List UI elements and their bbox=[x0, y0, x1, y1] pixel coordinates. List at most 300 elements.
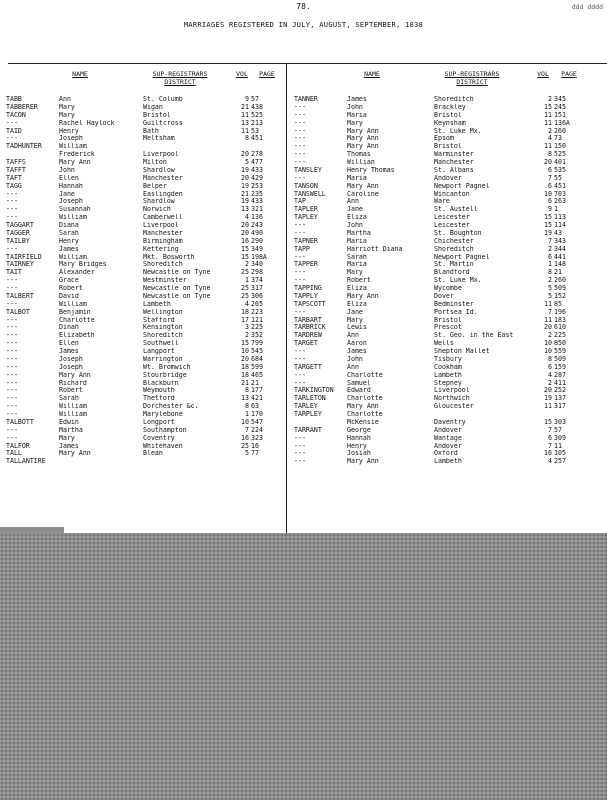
register-entry bbox=[6, 403, 288, 411]
register-entry bbox=[294, 309, 607, 317]
entry-forename: Dinah bbox=[59, 324, 79, 332]
register-entry bbox=[294, 206, 607, 214]
entry-district: Northwich bbox=[434, 395, 470, 403]
entry-district: Wantage bbox=[434, 434, 462, 442]
register-entry bbox=[6, 411, 288, 419]
entry-surname: TAFFS bbox=[6, 159, 26, 166]
entry-forename: John bbox=[347, 222, 363, 229]
entry-forename: Susannah bbox=[59, 206, 91, 214]
entry-district: Stourbridge bbox=[143, 371, 187, 379]
register-entry bbox=[6, 301, 288, 309]
entry-surname: --- bbox=[294, 371, 306, 379]
register-entry bbox=[294, 151, 607, 159]
entry-vol: 18 bbox=[241, 308, 249, 316]
entry-forename: Ann bbox=[347, 198, 359, 206]
entry-district: Lambeth bbox=[434, 458, 462, 466]
entry-surname: TAPSCOTT bbox=[294, 300, 326, 308]
register-entry bbox=[294, 143, 607, 151]
entry-vol: 8 bbox=[245, 387, 249, 395]
entry-forename: Mary Ann bbox=[347, 127, 379, 135]
entry-district: Gloucester bbox=[434, 403, 474, 411]
entry-page: 11 bbox=[554, 442, 562, 450]
entry-page: 401 bbox=[554, 159, 566, 166]
entry-surname: TARPLEY bbox=[294, 411, 322, 418]
register-entry bbox=[294, 380, 607, 388]
entry-district: Bristol bbox=[434, 316, 462, 324]
entry-forename: Charlotte bbox=[347, 395, 383, 403]
entry-district: Liverpool bbox=[143, 151, 179, 159]
entry-forename: James bbox=[59, 245, 79, 253]
entry-surname: TANSLEY bbox=[294, 166, 322, 174]
entry-page: 57 bbox=[251, 96, 259, 103]
entry-district: Bristol bbox=[143, 111, 171, 119]
entry-surname: --- bbox=[6, 411, 18, 418]
entry-page: 21 bbox=[251, 379, 259, 387]
entry-vol: 5 bbox=[548, 285, 552, 292]
entry-forename: John bbox=[59, 166, 75, 174]
entry-forename: Charlotte bbox=[59, 316, 95, 324]
entry-district: Portsea Id. bbox=[434, 308, 478, 316]
entry-page: 278 bbox=[251, 151, 263, 159]
register-entry bbox=[294, 372, 607, 380]
entry-surname: --- bbox=[294, 253, 306, 261]
register-entry bbox=[6, 206, 288, 214]
entry-page: 57 bbox=[554, 426, 562, 434]
entry-vol: 11 bbox=[544, 300, 552, 308]
register-entry bbox=[294, 443, 607, 451]
register-entry bbox=[6, 285, 288, 293]
register-entry bbox=[294, 285, 607, 293]
entry-surname: --- bbox=[294, 111, 306, 119]
entry-district: Southwell bbox=[143, 340, 179, 348]
entry-surname: --- bbox=[6, 355, 18, 363]
entry-vol: 25 bbox=[241, 285, 249, 292]
entry-surname: --- bbox=[294, 143, 306, 151]
entry-forename: Alexander bbox=[59, 269, 95, 277]
entry-forename: Lewis bbox=[347, 324, 367, 332]
register-entry bbox=[294, 246, 607, 254]
entry-page: 599 bbox=[251, 363, 263, 371]
entry-surname: TALBOTT bbox=[6, 418, 34, 426]
entry-page: 323 bbox=[251, 434, 263, 442]
entry-district: Wt. Bromwich bbox=[143, 363, 191, 371]
entry-surname: --- bbox=[294, 308, 306, 316]
entry-page: 317 bbox=[251, 285, 263, 292]
entry-forename: Grace bbox=[59, 277, 79, 285]
register-entry bbox=[6, 143, 288, 151]
entry-district: Camberwell bbox=[143, 214, 183, 222]
entry-surname: --- bbox=[294, 135, 306, 143]
entry-surname: --- bbox=[294, 103, 306, 111]
entry-forename: Aaron bbox=[347, 340, 367, 348]
register-entry bbox=[6, 324, 288, 332]
entry-vol: 8 bbox=[548, 355, 552, 363]
entry-forename: James bbox=[59, 348, 79, 355]
entry-forename: John bbox=[347, 103, 363, 111]
entry-vol: 6 bbox=[548, 166, 552, 174]
entry-surname: --- bbox=[6, 395, 18, 403]
entry-surname: --- bbox=[6, 324, 18, 332]
entry-vol: 6 bbox=[548, 198, 552, 206]
entry-vol: 6 bbox=[548, 182, 552, 190]
entry-vol: 15 bbox=[544, 222, 552, 229]
entry-district: Langport bbox=[143, 348, 175, 355]
register-entry bbox=[6, 191, 288, 199]
entry-vol: 25 bbox=[241, 269, 249, 277]
entry-forename: Jane bbox=[347, 206, 363, 214]
entry-vol: 4 bbox=[548, 135, 552, 143]
entry-district: Newport Pagnel bbox=[434, 182, 490, 190]
entry-surname: TARKINGTON bbox=[294, 387, 334, 395]
register-entry bbox=[6, 254, 288, 262]
entry-forename: Hannah bbox=[347, 434, 371, 442]
entry-district: Bedminster bbox=[434, 300, 474, 308]
entry-surname: --- bbox=[6, 379, 18, 387]
entry-district: St. Boughton bbox=[434, 229, 482, 237]
entry-surname: --- bbox=[6, 332, 18, 340]
entry-surname: TALBERT bbox=[6, 292, 34, 300]
entry-district: Wycombe bbox=[434, 285, 462, 292]
entry-page: 559 bbox=[554, 348, 566, 355]
entry-vol: 10 bbox=[241, 418, 249, 426]
register-entry bbox=[6, 380, 288, 388]
register-entry bbox=[6, 128, 288, 136]
entry-forename: Mary bbox=[347, 119, 363, 127]
entry-forename: Charlotte bbox=[347, 411, 383, 418]
entry-district: Cookham bbox=[434, 363, 462, 371]
entry-forename: Ellen bbox=[59, 174, 79, 182]
entry-district: Belper bbox=[143, 182, 167, 190]
register-entry bbox=[6, 395, 288, 403]
entry-vol: 13 bbox=[241, 119, 249, 127]
entry-page: 225 bbox=[554, 332, 566, 340]
entry-page: 77 bbox=[251, 450, 259, 458]
entry-forename: William bbox=[59, 143, 87, 151]
entry-page: 252 bbox=[554, 387, 566, 395]
entry-district: Weymouth bbox=[143, 387, 175, 395]
entry-page: 525 bbox=[251, 111, 263, 119]
entry-page: 343 bbox=[554, 237, 566, 245]
entry-vol: 2 bbox=[548, 379, 552, 387]
entry-forename: James bbox=[59, 442, 79, 450]
entry-page: 257 bbox=[554, 458, 566, 466]
entry-surname: --- bbox=[294, 159, 306, 166]
entry-forename: James bbox=[347, 348, 367, 355]
entry-forename: Mary bbox=[59, 434, 75, 442]
entry-district: Leicester bbox=[434, 214, 470, 222]
entry-page: 43 bbox=[554, 229, 562, 237]
entry-page: 114 bbox=[554, 222, 566, 229]
entry-forename: Mary Ann bbox=[59, 450, 91, 458]
entry-page: 260 bbox=[554, 127, 566, 135]
entry-district: Norwich bbox=[143, 206, 171, 214]
entry-vol: 15 bbox=[241, 253, 249, 261]
entry-forename: William bbox=[59, 411, 87, 418]
entry-surname: --- bbox=[6, 363, 18, 371]
entry-forename: Ann bbox=[59, 96, 71, 103]
register-entry bbox=[6, 261, 288, 269]
entry-vol: 2 bbox=[548, 245, 552, 253]
entry-page: 451 bbox=[251, 135, 263, 143]
entry-page: 137 bbox=[554, 395, 566, 403]
entry-district: Brackley bbox=[434, 103, 466, 111]
register-entry bbox=[294, 214, 607, 222]
entry-page: 287 bbox=[554, 371, 566, 379]
entry-vol: 4 bbox=[548, 371, 552, 379]
left-district-header: SUP-REGISTRARS DISTRICT bbox=[152, 70, 208, 86]
entry-forename: Mary Bridges bbox=[59, 261, 107, 269]
register-entry bbox=[6, 443, 288, 451]
entry-surname: --- bbox=[294, 151, 306, 159]
entry-forename: Mary Ann bbox=[347, 143, 379, 151]
register-entry bbox=[6, 277, 288, 285]
entry-forename: Josiah bbox=[347, 450, 371, 458]
entry-forename: Joseph bbox=[59, 198, 83, 206]
redaction-overlay bbox=[0, 533, 607, 800]
entry-district: Wigan bbox=[143, 103, 163, 111]
entry-vol: 1 bbox=[245, 411, 249, 418]
register-entry bbox=[294, 387, 607, 395]
register-entry bbox=[6, 112, 288, 120]
entry-vol: 15 bbox=[544, 418, 552, 426]
register-entry bbox=[294, 403, 607, 411]
entry-vol: 7 bbox=[548, 237, 552, 245]
entry-surname: TAP bbox=[294, 198, 306, 206]
entry-surname: --- bbox=[6, 371, 18, 379]
register-entry bbox=[294, 112, 607, 120]
entry-surname: --- bbox=[6, 190, 18, 198]
register-entry bbox=[294, 135, 607, 143]
entry-surname: --- bbox=[294, 127, 306, 135]
entry-vol: 6 bbox=[548, 363, 552, 371]
right-register-column bbox=[294, 96, 607, 466]
entry-vol: 21 bbox=[241, 190, 249, 198]
entry-district: Mkt. Bosworth bbox=[143, 253, 195, 261]
entry-surname: --- bbox=[294, 355, 306, 363]
corner-mark: ddd dddd bbox=[571, 3, 603, 11]
entry-forename: Martha bbox=[347, 229, 371, 237]
entry-surname: --- bbox=[294, 222, 306, 229]
entry-surname: --- bbox=[294, 229, 306, 237]
entry-surname: --- bbox=[6, 245, 18, 253]
entry-vol: 16 bbox=[241, 434, 249, 442]
entry-page: 290 bbox=[251, 237, 263, 245]
entry-forename: Elizabeth bbox=[59, 332, 95, 340]
register-entry bbox=[6, 458, 288, 466]
entry-page: 213 bbox=[251, 119, 263, 127]
entry-page: 105 bbox=[554, 450, 566, 458]
entry-vol: 10 bbox=[241, 348, 249, 355]
entry-page: 245 bbox=[554, 103, 566, 111]
entry-page: 799 bbox=[251, 340, 263, 348]
entry-forename: Rachel Haylock bbox=[59, 119, 115, 127]
entry-page: 55 bbox=[554, 174, 562, 182]
entry-district: Bath bbox=[143, 127, 159, 135]
entry-forename: Henry bbox=[347, 442, 367, 450]
register-entry bbox=[294, 450, 607, 458]
entry-vol: 20 bbox=[544, 159, 552, 166]
entry-district: St. Austell bbox=[434, 206, 478, 214]
entry-forename: Mary bbox=[347, 269, 363, 277]
entry-district: Stepney bbox=[434, 379, 462, 387]
register-entry bbox=[294, 395, 607, 403]
entry-district: Shoreditch bbox=[434, 96, 474, 103]
entry-forename: Sarah bbox=[59, 229, 79, 237]
entry-vol: 2 bbox=[548, 96, 552, 103]
entry-vol: 5 bbox=[548, 292, 552, 300]
right-name-header: NAME bbox=[364, 70, 380, 78]
entry-page: 344 bbox=[554, 245, 566, 253]
register-entry bbox=[294, 419, 607, 427]
entry-vol: 4 bbox=[548, 458, 552, 466]
register-entry bbox=[294, 411, 607, 419]
entry-forename: Mary Ann bbox=[59, 159, 91, 166]
entry-page: 433 bbox=[251, 198, 263, 206]
entry-page: 113 bbox=[554, 214, 566, 222]
entry-district: Chichester bbox=[434, 237, 474, 245]
entry-district: Warrington bbox=[143, 355, 183, 363]
entry-surname: TACON bbox=[6, 111, 26, 119]
entry-vol: 20 bbox=[241, 222, 249, 229]
entry-vol: 7 bbox=[548, 174, 552, 182]
entry-surname: TAID bbox=[6, 127, 22, 135]
entry-district: Meltsham bbox=[143, 135, 175, 143]
entry-page: 159 bbox=[554, 363, 566, 371]
entry-forename: Mary Ann bbox=[347, 135, 379, 143]
entry-surname: TAILBY bbox=[6, 237, 30, 245]
entry-surname: --- bbox=[6, 348, 18, 355]
register-entry bbox=[294, 104, 607, 112]
entry-district: Manchester bbox=[434, 159, 474, 166]
entry-forename: George bbox=[347, 426, 371, 434]
register-entry bbox=[294, 332, 607, 340]
register-entry bbox=[6, 198, 288, 206]
entry-page: 235 bbox=[251, 190, 263, 198]
entry-surname: --- bbox=[6, 198, 18, 206]
register-entry bbox=[6, 309, 288, 317]
entry-district: Longport bbox=[143, 418, 175, 426]
entry-surname: TARGETT bbox=[294, 363, 322, 371]
register-entry bbox=[294, 356, 607, 364]
entry-district: Shoreditch bbox=[143, 261, 183, 269]
entry-page: 610 bbox=[554, 324, 566, 332]
right-vol-header: VOL bbox=[537, 70, 549, 78]
entry-surname: --- bbox=[6, 403, 18, 411]
entry-page: 53 bbox=[251, 127, 259, 135]
page-title: MARRIAGES REGISTERED IN JULY, AUGUST, SEPTEMBER, 1838 bbox=[183, 21, 424, 29]
entry-surname: --- bbox=[294, 379, 306, 387]
register-entry bbox=[6, 214, 288, 222]
entry-surname: --- bbox=[294, 174, 306, 182]
entry-district: Blandford bbox=[434, 269, 470, 277]
entry-vol: 6 bbox=[548, 434, 552, 442]
register-entry bbox=[294, 261, 607, 269]
entry-page: 850 bbox=[554, 340, 566, 348]
entry-forename: Richard bbox=[59, 379, 87, 387]
entry-surname: TAGGART bbox=[6, 222, 34, 229]
entry-surname: --- bbox=[6, 340, 18, 348]
entry-page: 352 bbox=[251, 332, 263, 340]
entry-page: 547 bbox=[251, 418, 263, 426]
entry-forename: Edward bbox=[347, 387, 371, 395]
entry-vol: 13 bbox=[241, 395, 249, 403]
entry-surname: TARLETON bbox=[294, 395, 326, 403]
register-entry bbox=[294, 458, 607, 466]
entry-page: 490 bbox=[251, 229, 263, 237]
entry-vol: 11 bbox=[241, 111, 249, 119]
entry-vol: 8 bbox=[245, 135, 249, 143]
entry-surname: --- bbox=[294, 458, 306, 466]
right-page-header: PAGE bbox=[561, 70, 577, 78]
entry-forename: Charlotte bbox=[347, 371, 383, 379]
register-entry bbox=[6, 175, 288, 183]
entry-district: Bristol bbox=[434, 111, 462, 119]
entry-forename: Mary Ann bbox=[347, 182, 379, 190]
entry-forename: Henry bbox=[59, 237, 79, 245]
entry-vol: 4 bbox=[245, 214, 249, 222]
entry-forename: Martha bbox=[59, 426, 83, 434]
entry-vol: 8 bbox=[245, 403, 249, 411]
entry-forename: Maria bbox=[347, 111, 367, 119]
entry-district: Shoreditch bbox=[434, 245, 474, 253]
entry-forename: Robert bbox=[347, 277, 371, 285]
entry-forename: Mary Ann bbox=[347, 292, 379, 300]
entry-page: 21 bbox=[554, 269, 562, 277]
entry-forename: Hannah bbox=[59, 182, 83, 190]
entry-surname: TAPPER bbox=[294, 261, 318, 269]
entry-page: 148 bbox=[554, 261, 566, 269]
page-number: 78. bbox=[296, 2, 311, 11]
entry-district: Shardlow bbox=[143, 198, 175, 206]
left-vol-header: VOL bbox=[236, 70, 248, 78]
entry-district: Marylebone bbox=[143, 411, 183, 418]
entry-vol: 19 bbox=[544, 229, 552, 237]
entry-vol: 6 bbox=[548, 253, 552, 261]
entry-district: Newport Pagnel bbox=[434, 253, 490, 261]
entry-vol: 16 bbox=[241, 237, 249, 245]
entry-vol: 18 bbox=[241, 363, 249, 371]
entry-surname: --- bbox=[6, 119, 18, 127]
register-entry bbox=[294, 96, 607, 104]
entry-vol: 2 bbox=[548, 332, 552, 340]
register-entry bbox=[6, 96, 288, 104]
entry-forename: William bbox=[59, 253, 87, 261]
register-entry bbox=[6, 450, 288, 458]
entry-district: Wincanton bbox=[434, 190, 470, 198]
entry-vol: 19 bbox=[544, 395, 552, 403]
entry-forename: Joseph bbox=[59, 355, 83, 363]
entry-surname: TAIT bbox=[6, 269, 22, 277]
entry-page: 121 bbox=[251, 316, 263, 324]
entry-district: Wells bbox=[434, 340, 454, 348]
entry-surname: TAPLEY bbox=[294, 214, 318, 222]
entry-forename: Mary bbox=[347, 316, 363, 324]
entry-vol: 10 bbox=[544, 340, 552, 348]
register-entry bbox=[294, 348, 607, 356]
entry-forename: Ann bbox=[347, 363, 359, 371]
entry-page: 684 bbox=[251, 355, 263, 363]
entry-forename: Maria bbox=[347, 174, 367, 182]
entry-page: 16 bbox=[251, 442, 259, 450]
entry-district: St. Albans bbox=[434, 166, 474, 174]
header-rule bbox=[8, 63, 607, 64]
entry-forename: Maria bbox=[347, 237, 367, 245]
entry-district: Liverpool bbox=[143, 222, 179, 229]
entry-vol: 10 bbox=[544, 190, 552, 198]
entry-district: Daventry bbox=[434, 418, 466, 426]
register-entry bbox=[294, 159, 607, 167]
register-entry bbox=[6, 246, 288, 254]
